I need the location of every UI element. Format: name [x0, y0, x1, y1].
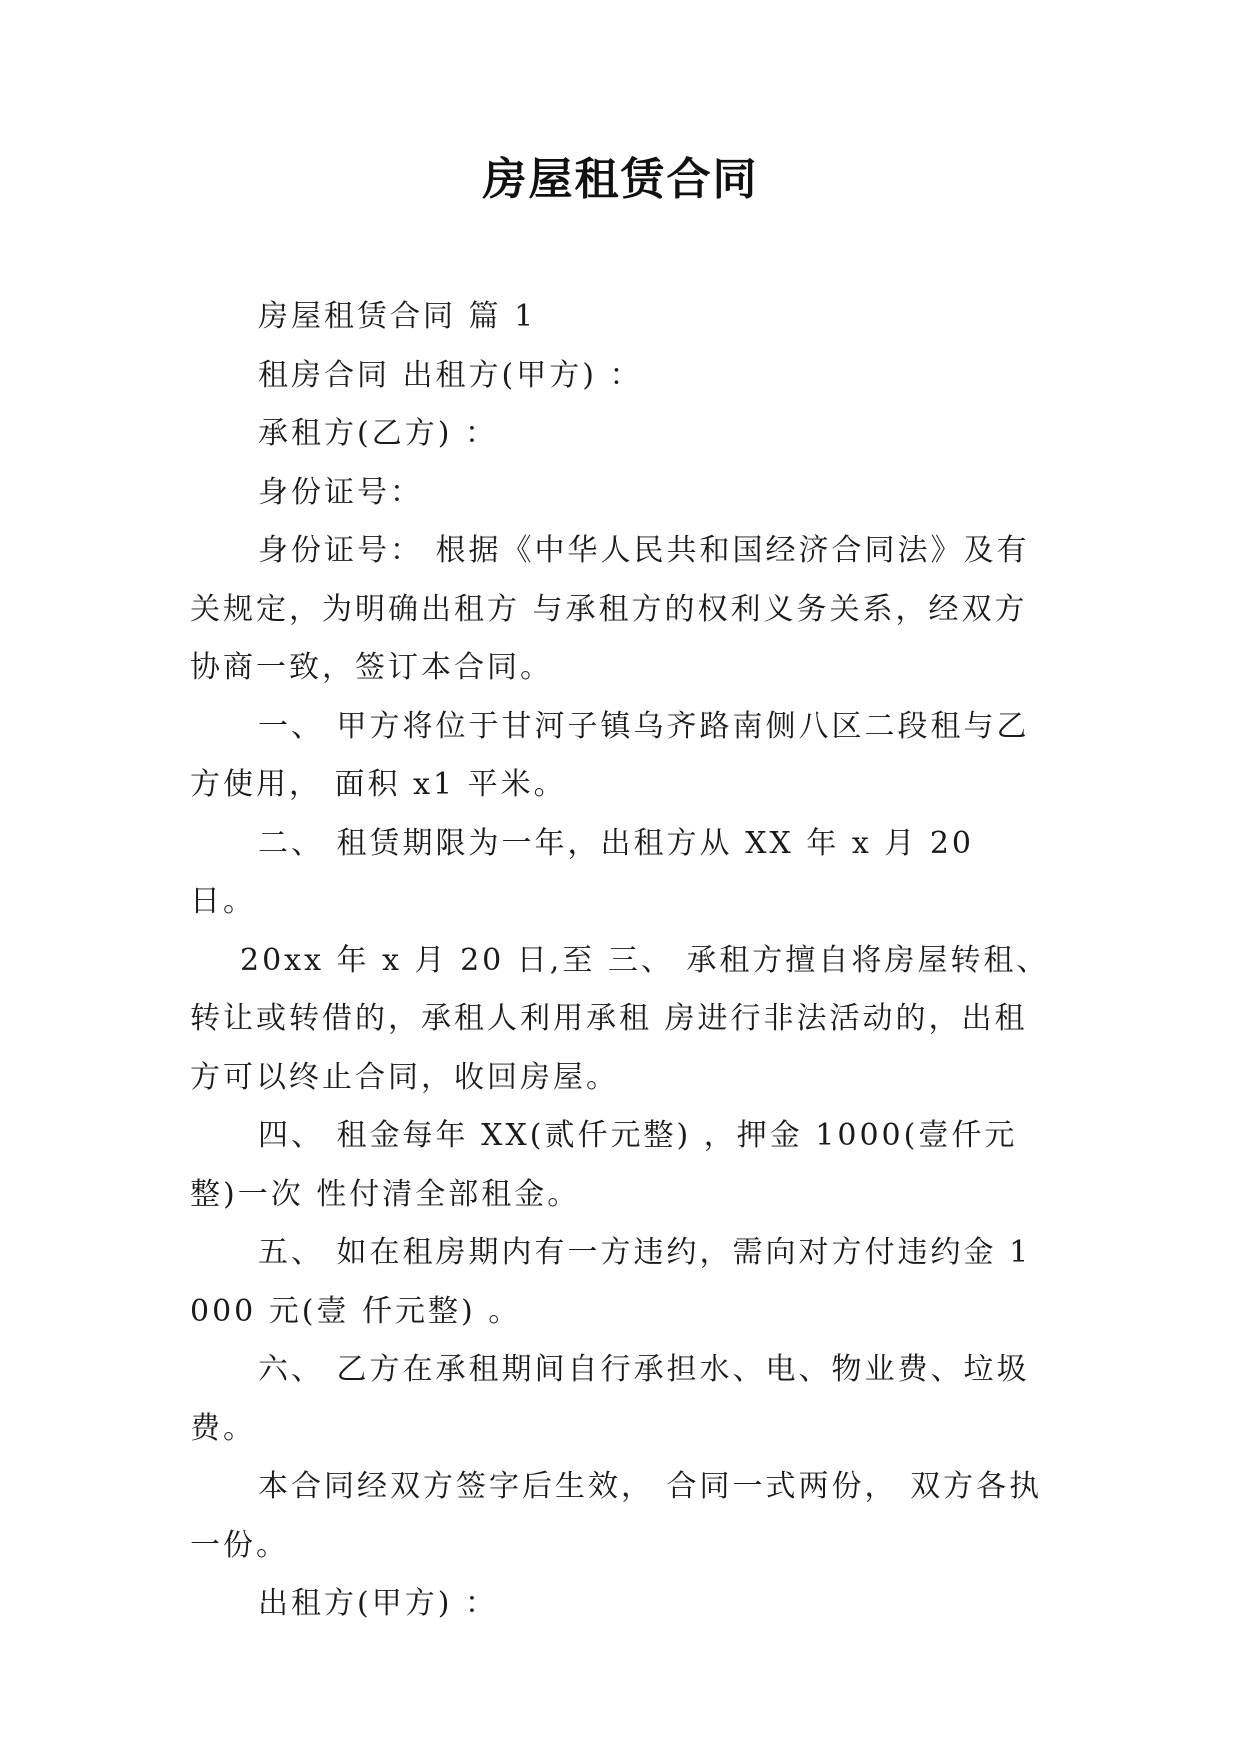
paragraph-heading: 房屋租赁合同 篇 1	[258, 299, 537, 334]
paragraph-id-number: 身份证号：	[258, 474, 423, 510]
paragraph-signature-lessor: 出租方(甲方) ：	[258, 1586, 498, 1621]
paragraph-clause-3: 20xx 年 x 月 20 日,至 三、 承租方擅自将房屋转租、转让或转借的，承租人利用承租 房进行非法活动的，出租方可以终止合同，收回房屋。	[190, 942, 1050, 1095]
paragraph-clause-5: 五、 如在租房期内有一方违约，需向对方付违约金 1000 元(壹 仟元整) 。	[190, 1235, 1032, 1329]
document-title: 房屋租赁合同	[482, 154, 759, 205]
paragraph-clause-6: 六、 乙方在承租期间自行承担水、电、物业费、垃圾费。	[190, 1352, 1030, 1446]
paragraph-clause-2: 二、 租赁期限为一年，出租方从 XX 年 x 月 20 日。	[190, 825, 987, 919]
paragraph-preamble: 身份证号： 根据《中华人民共和国经济合同法》及有关规定，为明确出租方 与承租方的权利义务关系，经双方协商一致，签订本合同。	[190, 533, 1030, 685]
paragraph-clause-4: 四、 租金每年 XX(贰仟元整) ，押金 1000(壹仟元整)一次 性付清全部租金。	[190, 1118, 1018, 1212]
paragraph-lessor: 租房合同 出租方(甲方) ：	[258, 357, 643, 393]
document-body	[190, 288, 1052, 1634]
paragraph-clause-1: 一、 甲方将位于甘河子镇乌齐路南侧八区二段租与乙方使用， 面积 x1 平米。	[190, 708, 1030, 802]
paragraph-lessee: 承租方(乙方) ：	[258, 416, 498, 451]
paragraph-effective: 本合同经双方签字后生效， 合同一式两份， 双方各执一份。	[190, 1469, 1043, 1563]
